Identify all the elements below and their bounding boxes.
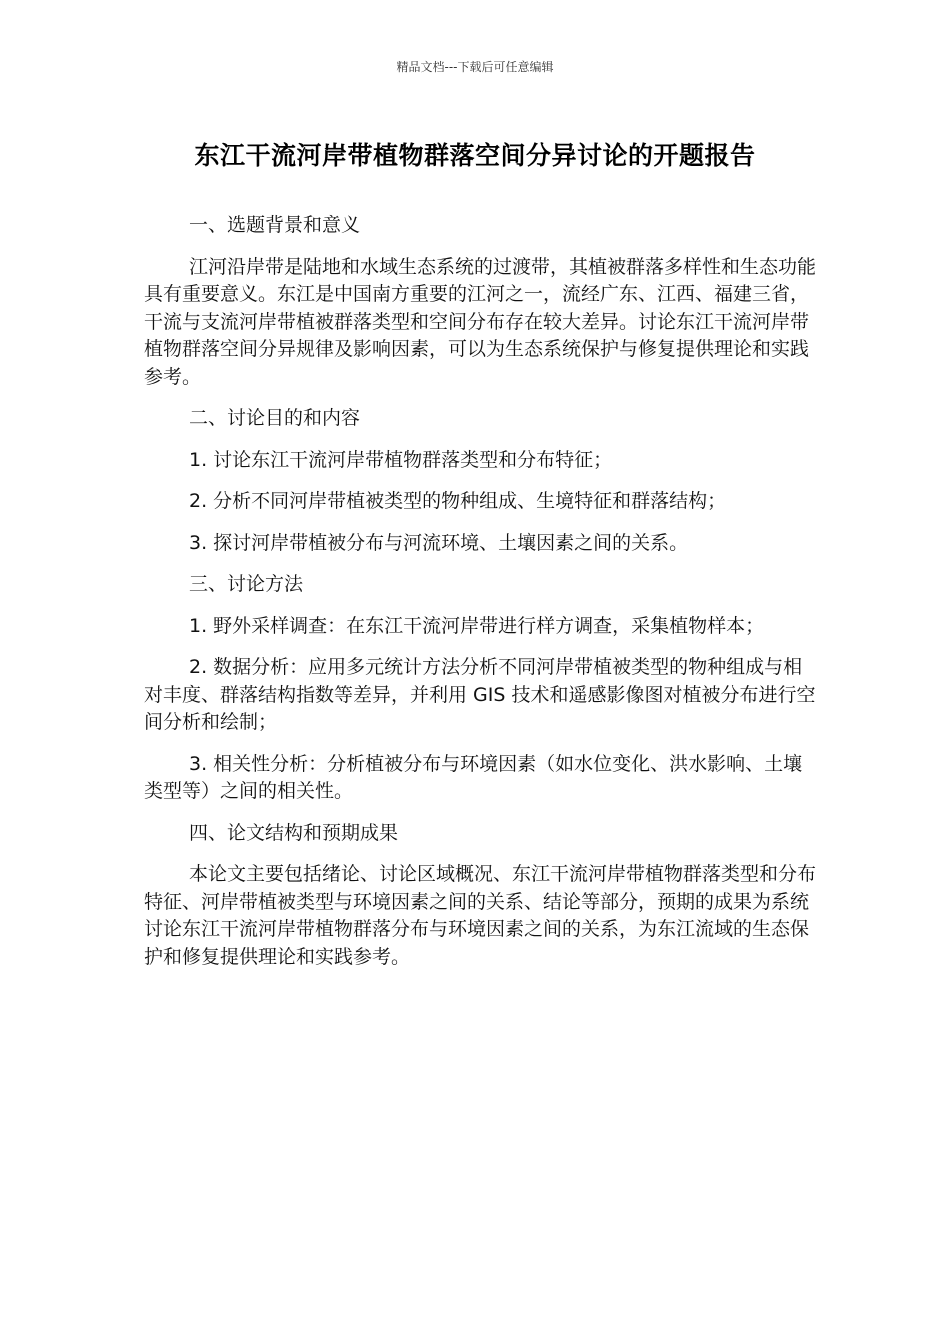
objective-item-2: 2. 分析不同河岸带植被类型的物种组成、生境特征和群落结构； [189, 490, 727, 512]
method-item-2: 2. 数据分析：应用多元统计方法分析不同河岸带植被类型的物种组成与相对丰度、群落结构指数等差异，并利用 GIS 技术和遥感影像图对植被分布进行空间分析和绘制； [144, 656, 816, 733]
section-heading-objectives: 二、讨论目的和内容 [189, 407, 361, 429]
header-note: 精品文档---下载后可任意编辑 [396, 60, 554, 74]
section-heading-background: 一、选题背景和意义 [189, 214, 361, 236]
paragraph-background: 江河沿岸带是陆地和水域生态系统的过渡带，其植被群落多样性和生态功能具有重要意义。东江是中国南方重要的江河之一，流经广东、江西、福建三省，干流与支流河岸带植被群落类型和空间分布存在较大差异。讨论东江干流河岸带植物群落空间分异规律及影响因素，可以为生态系统保护与修复提供理论和实践参考。 [144, 255, 817, 388]
section-heading-structure: 四、论文结构和预期成果 [189, 821, 399, 844]
section-heading-methods: 三、讨论方法 [189, 573, 304, 595]
method-item-1: 1. 野外采样调查：在东江干流河岸带进行样方调查，采集植物样本； [189, 614, 765, 637]
paragraph-structure: 本论文主要包括绪论、讨论区域概况、东江干流河岸带植物群落类型和分布特征、河岸带植被类型与环境因素之间的关系、结论等部分，预期的成果为系统讨论东江干流河岸带植物群落分布与环境因素之间的关系，为东江流域的生态保护和修复提供理论和实践参考。 [144, 863, 817, 968]
objective-item-1: 1. 讨论东江干流河岸带植物群落类型和分布特征； [189, 448, 613, 471]
method-item-3: 3. 相关性分析：分析植被分布与环境因素（如水位变化、洪水影响、土壤类型等）之间的相关性。 [144, 752, 803, 802]
objective-item-3: 3. 探讨河岸带植被分布与河流环境、土壤因素之间的关系。 [189, 531, 689, 554]
document-body [144, 212, 816, 985]
document-title: 东江干流河岸带植物群落空间分异讨论的开题报告 [194, 141, 756, 170]
